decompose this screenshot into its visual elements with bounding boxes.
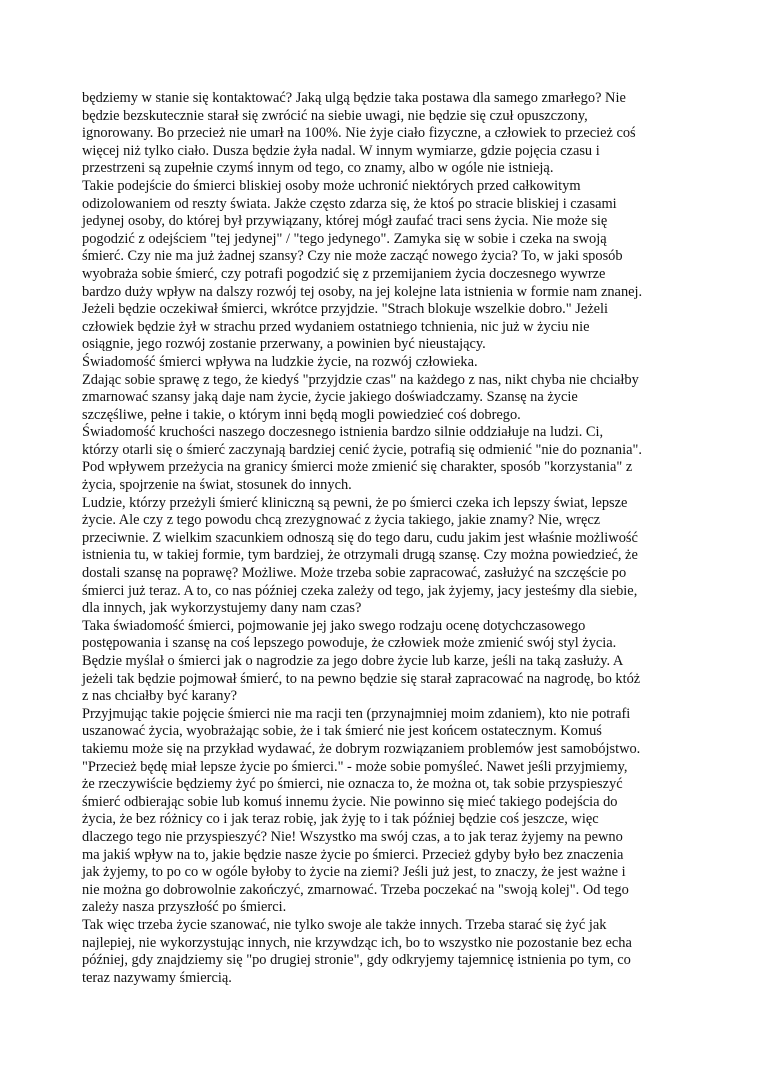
text-line: Tak więc trzeba życie szanować, nie tylko swoje ale także innych. Trzeba starać się żyć jak	[82, 916, 607, 933]
text-line: śmierci już teraz. A to, co nas później czeka zależy od tego, jak żyjemy, jacy jesteśmy dla siebie,	[82, 582, 638, 599]
text-line: Ludzie, którzy przeżyli śmierć kliniczną są pewni, że po śmierci czeka ich lepszy świat, lepsze	[82, 494, 628, 511]
text-line: teraz nazywamy śmiercią.	[82, 969, 232, 986]
text-line: Świadomość kruchości naszego doczesnego istnienia bardzo silnie oddziałuje na ludzi. Ci,	[82, 424, 604, 441]
text-line: pogodzić z odejściem "tej jedynej" / "tego jedynego". Zamyka się w sobie i czeka na swoją	[82, 230, 607, 247]
text-line: z nas chciałby być karany?	[82, 688, 238, 705]
text-line: którzy otarli się o śmierć zaczynają bardziej cenić życie, potrafią się odmienić "nie do poznania".	[82, 441, 642, 458]
text-line: Takie podejście do śmierci bliskiej osoby może uchronić niektórych przed całkowitym	[82, 177, 581, 194]
text-line: będziemy w stanie się kontaktować? Jaką ulgą będzie taka postawa dla samego zmarłego? Nie	[82, 90, 626, 106]
text-line: wyobraża sobie śmierć, czy potrafi pogodzić się z przemijaniem życia doczesnego wywrze	[82, 265, 606, 282]
text-line: więcej niż tylko ciało. Dusza będzie żyła nadal. W innym wymiarze, gdzie pojęcia czasu i	[82, 142, 600, 159]
text-line: zależy nasza przyszłość po śmierci.	[82, 899, 287, 916]
text-line: "Przecież będę miał lepsze życie po śmierci." - może sobie pomyśleć. Nawet jeśli przyjmiemy,	[82, 758, 628, 775]
text-line: dla innych, jak wykorzystujemy dany nam czas?	[82, 600, 362, 617]
text-line: dostali szansę na poprawę? Możliwe. Może trzeba sobie zapracować, zasłużyć na szczęście po	[82, 565, 627, 582]
text-line: życia, spojrzenie na świat, stosunek do innych.	[82, 477, 352, 494]
text-line: Taka świadomość śmierci, pojmowanie jej jako swego rodzaju ocenę dotychczasowego	[82, 617, 586, 634]
text-line: Pod wpływem przeżycia na granicy śmierci może zmienić się charakter, sposób "korzystania" z	[82, 459, 633, 476]
text-line: śmierć odbierając sobie lub komuś innemu życie. Nie powinno się mieć takiego podejścia do	[82, 793, 618, 810]
text-line: Zdając sobie sprawę z tego, że kiedyś "przyjdzie czas" na każdego z nas, nikt chyba nie chciałby	[82, 371, 639, 388]
text-line: ma jakiś wpływ na to, jakie będzie nasze życie po śmierci. Przecież gdyby było bez znaczenia	[82, 846, 624, 863]
text-line: później, gdy znajdziemy się "po drugiej stronie", gdy odkryjemy tajemnicę istnienia po tym, co	[82, 952, 631, 969]
text-line: Będzie myślał o śmierci jak o nagrodzie za jego dobre życie lub karze, jeśli na taką zasłuży. A	[82, 653, 624, 669]
text-line: takiemu może się na przykład wydawać, że dobrym rozwiązaniem problemów jest samobójstwo.	[82, 740, 641, 757]
text-line: że rzeczywiście będziemy żyć po śmierci, nie oznacza to, że można ot, tak sobie przyspieszyć	[82, 776, 623, 793]
text-line: będzie bezskutecznie starał się zwrócić na siebie uwagi, nie będzie się czuł opuszczony,	[82, 107, 588, 124]
text-line: śmierć. Czy nie ma już żadnej szansy? Czy nie może zacząć nowego życia? To, w jaki sposób	[82, 248, 623, 265]
text-line: uszanować życia, wyobrażając sobie, że i tak śmierć nie jest końcem ostatecznym. Komuś	[82, 723, 602, 740]
text-line: jeżeli tak będzie pojmował śmierć, to na pewno będzie się starał zapracować na nagrodę, bo któż	[82, 670, 641, 687]
text-line: jedynej osoby, do której był przywiązany, której mógł zaufać traci sens życia. Nie może się	[82, 213, 608, 230]
document-page	[82, 90, 682, 987]
text-line: nie można go dobrowolnie zakończyć, zmarnować. Trzeba poczekać na "swoją kolej". Od tego	[82, 881, 629, 898]
text-line: najlepiej, nie wykorzystując innych, nie krzywdząc ich, bo to wszystko nie pozostanie bez echa	[82, 934, 632, 951]
text-line: przeciwnie. Z wielkim szacunkiem odnoszą się do tego daru, cudu jakim jest właśnie możliwość	[82, 529, 638, 546]
text-line: Świadomość śmierci wpływa na ludzkie życie, na rozwój człowieka.	[82, 353, 478, 370]
text-line: szczęśliwe, pełne i takie, o którym inni będą mogli powiedzieć coś dobrego.	[82, 406, 521, 423]
text-line: Przyjmując takie pojęcie śmierci nie ma racji ten (przynajmniej moim zdaniem), kto nie potrafi	[82, 705, 631, 722]
text-line: ignorowany. Bo przecież nie umarł na 100%. Nie żyje ciało fizyczne, a człowiek to przecież coś	[82, 125, 636, 142]
text-line: przestrzeni są zupełnie czymś innym od tego, co znamy, albo w ogóle nie istnieją.	[82, 160, 554, 177]
text-line: człowiek będzie żył w strachu przed wydaniem ostatniego tchnienia, nic już w życiu nie	[82, 318, 590, 335]
text-line: dlaczego tego nie przyspieszyć? Nie! Wszystko ma swój czas, a to jak teraz żyjemy na pewno	[82, 828, 623, 845]
text-line: odizolowaniem od reszty świata. Jakże często zdarza się, że ktoś po stracie bliskiej i czasami	[82, 195, 617, 212]
text-line: postępowania i szansę na coś lepszego powoduje, że człowiek może zmienić swój styl życia.	[82, 635, 617, 652]
text-line: zmarnować szansy jaką daje nam życie, życie jakiego doświadczamy. Szansę na życie	[82, 389, 578, 406]
text-line: życie. Ale czy z tego powodu chcą zrezygnować z życia takiego, jakie znamy? Nie, wręcz	[82, 512, 601, 529]
text-line: bardzo duży wpływ na dalszy rozwój tej osoby, na jej kolejne lata istnienia w formie nam znanej.	[82, 283, 643, 300]
text-line: życia, że bez różnicy co i jak teraz robię, jak żyję to i tak później będzie coś jeszcze, więc	[82, 811, 599, 828]
text-line: jak żyjemy, to po co w ogóle byłoby to życie na ziemi? Jeśli już jest, to znaczy, że jest ważne i	[82, 864, 626, 881]
text-line: osiągnie, jego rozwój zostanie przerwany, a powinien być nieustający.	[82, 336, 486, 353]
text-line: Jeżeli będzie oczekiwał śmierci, wkrótce przyjdzie. "Strach blokuje wszelkie dobro." Jeżeli	[82, 301, 609, 318]
text-line: istnienia tu, w takiej formie, tym bardziej, że otrzymali drugą szansę. Czy można powiedzieć, że	[82, 547, 638, 564]
